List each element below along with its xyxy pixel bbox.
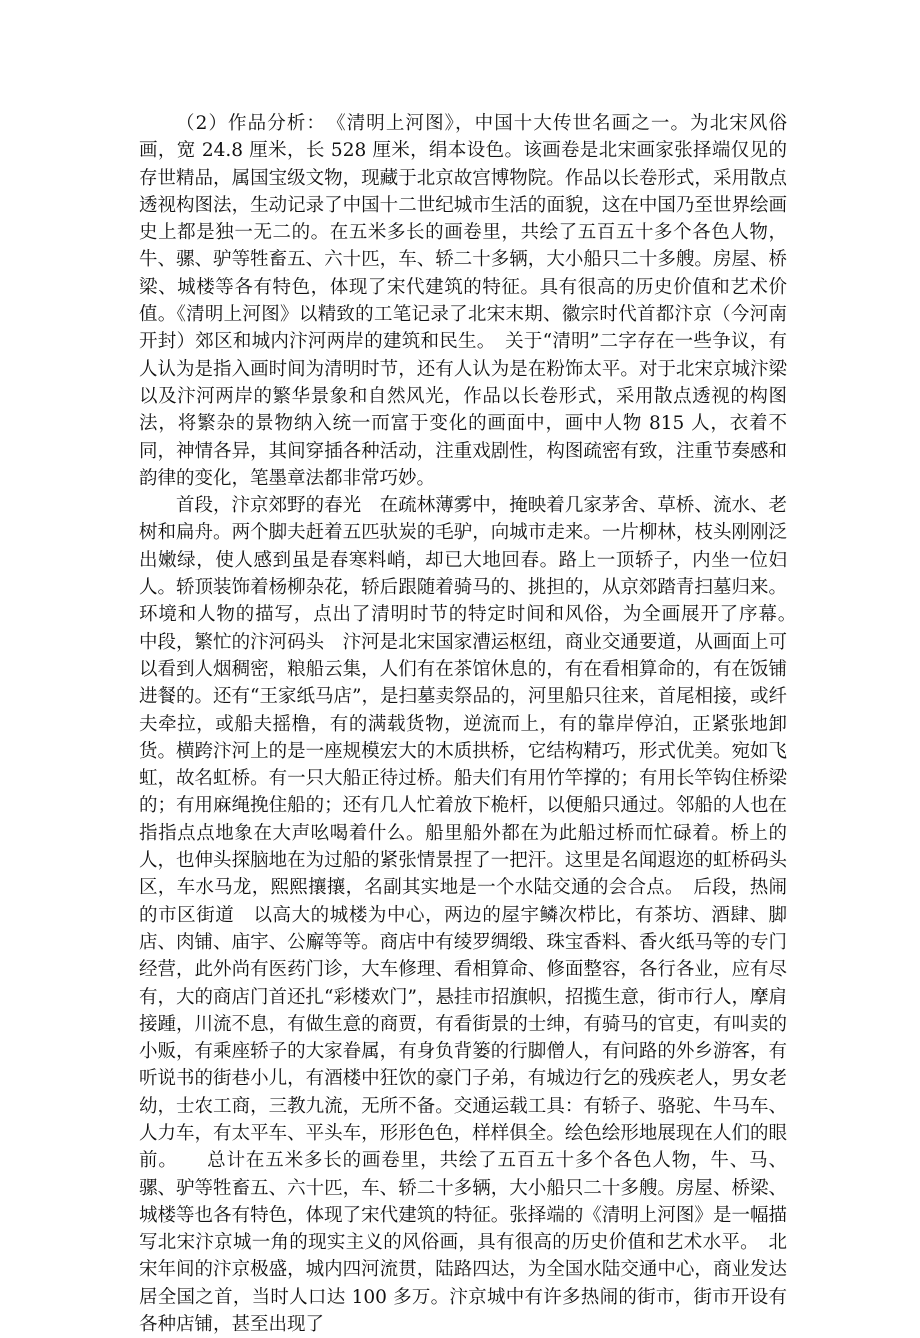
document-page	[139, 110, 806, 1338]
paragraph-scroll-sections: 首段，汴京郊野的春光 在疏林薄雾中，掩映着几家茅舍、草桥、流水、老树和扁舟。两个脚夫赶着五匹驮炭的毛驴，向城市走来。一片柳林，枝头刚刚泛出嫩绿，使人感到虽是春寒料峭，却已大地回春。路上一顶轿子，内坐一位妇人。轿顶装饰着杨柳杂花，轿后跟随着骑马的、挑担的，从京郊踏青扫墓归来。环境和人物的描写，点出了清明时节的特定时间和风俗，为全画展开了序幕。 中段，繁忙的汴河码头 汴河是北宋国家漕运枢纽，商业交通要道，从画面上可以看到人烟稠密，粮船云集，人们有在茶馆休息的，有在看相算命的，有在饭铺进餐的。还有“王家纸马店”，是扫墓卖祭品的，河里船只往来，首尾相接，或纤夫牵拉，或船夫摇橹，有的满载货物，逆流而上，有的靠岸停泊，正紧张地卸货。横跨汴河上的是一座规模宏大的木质拱桥，它结构精巧，形式优美。宛如飞虹，故名虹桥。有一只大船正待过桥。船夫们有用竹竿撑的；有用长竿钩住桥梁的；有用麻绳挽住船的；还有几人忙着放下桅杆，以便船只通过。邻船的人也在指指点点地象在大声吆喝着什么。船里船外都在为此船过桥而忙碌着。桥上的人，也伸头探脑地在为过船的紧张情景捏了一把汗。这里是名闻遐迩的虹桥码头区，车水马龙，熙熙攘攘，名副其实地是一个水陆交通的会合点。 后段，热闹的市区街道 以高大的城楼为中心，两边的屋宇鳞次栉比，有茶坊、酒肆、脚店、肉铺、庙宇、公廨等等。商店中有绫罗绸缎、珠宝香料、香火纸马等的专门经营，此外尚有医药门诊，大车修理、看相算命、修面整容，各行各业，应有尽有，大的商店门首还扎“彩楼欢门”，悬挂市招旗帜，招揽生意，街市行人，摩肩接踵，川流不息，有做生意的商贾，有看街景的士绅，有骑马的官吏，有叫卖的小贩，有乘座轿子的大家眷属，有身负背篓的行脚僧人，有问路的外乡游客，有听说书的街巷小儿，有酒楼中狂饮的豪门子弟，有城边行乞的残疾老人，男女老幼，士农工商，三教九流，无所不备。交通运载工具：有轿子、骆驼、牛马车、人力车，有太平车、平头车，形形色色，样样俱全。绘色绘形地展现在人们的眼前。 总计在五米多长的画卷里，共绘了五百五十多个各色人物，牛、马、骡、驴等牲畜五、六十匹，车、轿二十多辆，大小船只二十多艘。房屋、桥梁、城楼等也各有特色，体现了宋代建筑的特征。张择端的《清明上河图》是一幅描写北宋汴京城一角的现实主义的风俗画，具有很高的历史价值和艺术水平。 北宋年间的汴京极盛，城内四河流贯，陆路四达，为全国水陆交通中心，商业发达居全国之首，当时人口达 100 多万。汴京城中有许多热闹的街市，街市开设有各种店铺，甚至出现了	[139, 495, 806, 1336]
paragraph-artwork-analysis: （2）作品分析： 《清明上河图》，中国十大传世名画之一。为北宋风俗画，宽 24.8 厘米，长 528 厘米，绢本设色。该画卷是北宋画家张择端仅见的存世精品，属国宝级文物，现藏于北京故宫博物院。作品以长卷形式，采用散点透视构图法，生动记录了中国十二世纪城市生活的面貌，这在中国乃至世界绘画史上都是独一无二的。在五米多长的画卷里，共绘了五百五十多个各色人物，牛、骡、驴等牲畜五、六十匹，车、轿二十多辆，大小船只二十多艘。房屋、桥梁、城楼等各有特色，体现了宋代建筑的特征。具有很高的历史价值和艺术价值。《清明上河图》以精致的工笔记录了北宋末期、徽宗时代首都汴京（今河南开封）郊区和城内汴河两岸的建筑和民生。 关于“清明”二字存在一些争议，有人认为是指入画时间为清明时节，还有人认为是在粉饰太平。对于北宋京城汴梁以及汴河两岸的繁华景象和自然风光，作品以长卷形式，采用散点透视的构图法，将繁杂的景物纳入统一而富于变化的画面中，画中人物 815 人，衣着不同，神情各异，其间穿插各种活动，注重戏剧性，构图疏密有致，注重节奏感和韵律的变化，笔墨章法都非常巧妙。	[139, 113, 787, 489]
